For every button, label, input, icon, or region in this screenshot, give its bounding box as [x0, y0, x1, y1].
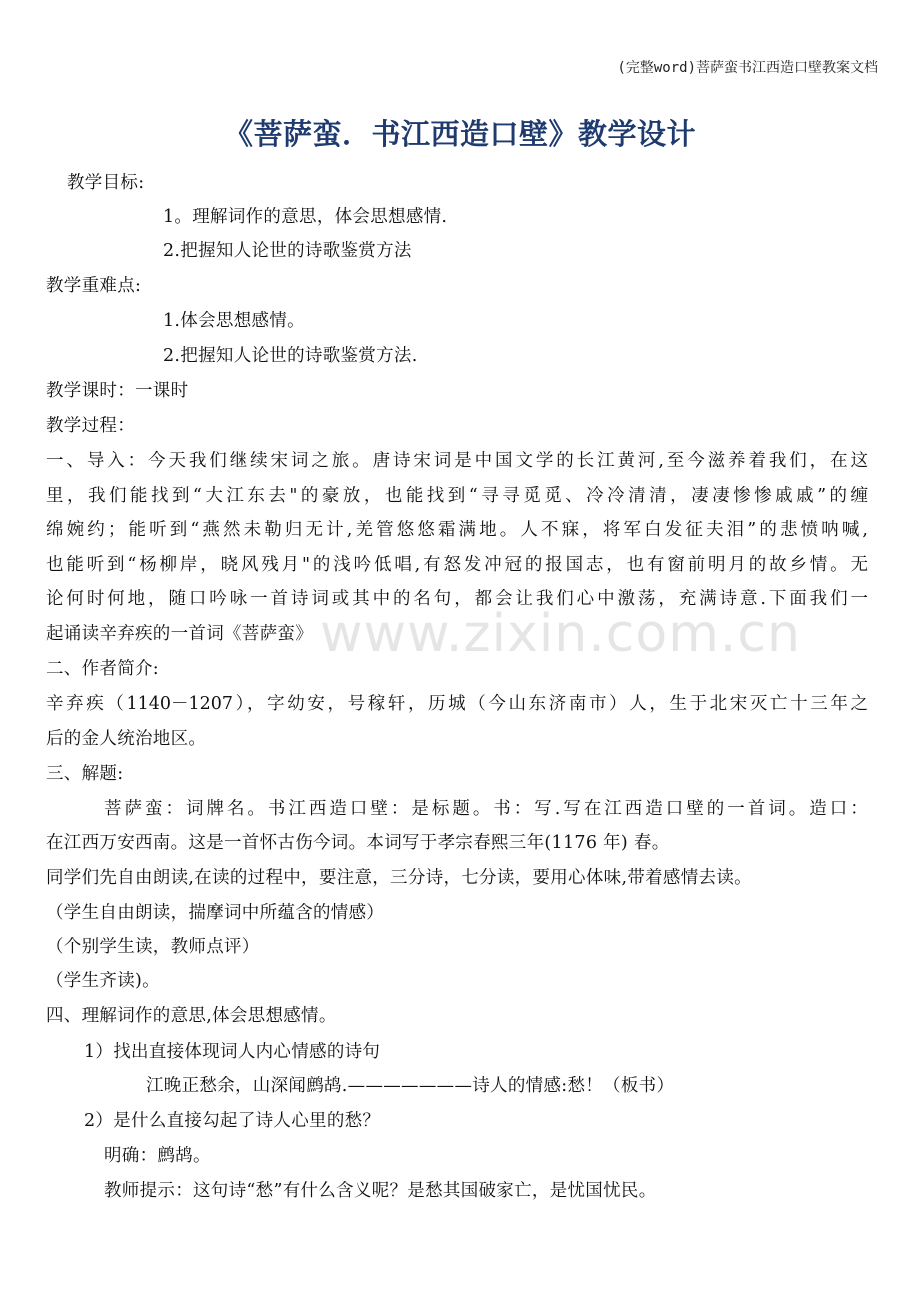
key-point-item: 1.体会思想感情。	[163, 311, 305, 331]
objective-item: 2.把握知人论世的诗歌鉴赏方法	[163, 241, 412, 261]
objective-item: 1。理解词作的意思，体会思想感情.	[163, 207, 448, 227]
watermark: www.zixin.com.cn	[320, 604, 801, 664]
lesson-hours: 教学课时：一课时	[46, 381, 189, 401]
paragraph-line: 里，我们能找到“大江东去"的豪放，也能找到“寻寻觅觅、冷冷清清，凄凄惨惨戚戚”的缠	[46, 486, 868, 506]
paragraph-line: 辛弃疾（1140－1207），字幼安，号稼轩，历城（今山东济南市）人，生于北宋灭亡十三年之	[46, 694, 868, 714]
paragraph-line: 同学们先自由朗读,在读的过程中，要注意，三分诗，七分读，要用心体味,带着感情去读。	[46, 868, 752, 888]
paragraph-line: 后的金人统治地区。	[46, 729, 207, 749]
paragraph-line: 菩萨蛮：词牌名。书江西造口壁：是标题。书：写.写在江西造口壁的一首词。造口：	[104, 799, 868, 819]
paragraph-line: 一、导入：今天我们继续宋词之旅。唐诗宋词是中国文学的长江黄河,至今滋养着我们，在这	[46, 451, 868, 471]
paragraph-line: 起诵读辛弃疾的一首词《菩萨蛮》	[46, 624, 313, 644]
paragraph-line: 论何时何地，随口吟咏一首诗词或其中的名句，都会让我们心中激荡，充满诗意.下面我们一	[46, 589, 868, 609]
section-heading-key-points: 教学重难点:	[46, 276, 142, 296]
section-heading-objectives: 教学目标:	[67, 173, 145, 193]
paragraph-line: 教师提示：这句诗“愁”有什么含义呢？是愁其国破家亡，是忧国忧民。	[104, 1181, 657, 1201]
list-item: 2）是什么直接勾起了诗人心里的愁？	[84, 1111, 381, 1131]
paragraph-line: （学生自由朗读，揣摩词中所蕴含的情感）	[46, 903, 385, 923]
section-heading-understanding: 四、理解词作的意思,体会思想感情。	[46, 1006, 337, 1026]
key-point-item: 2.把握知人论世的诗歌鉴赏方法.	[163, 346, 418, 366]
paragraph-line: 也能听到“杨柳岸，晓风残月"的浅吟低唱,有怒发冲冠的报国志，也有窗前明月的故乡情。无	[46, 555, 868, 575]
list-item: 1）找出直接体现词人内心情感的诗句	[84, 1042, 381, 1062]
paragraph-line: 江晚正愁余，山深闻鹧鸪.———————诗人的情感:愁！（板书）	[146, 1076, 675, 1096]
document-title: 《菩萨蛮．书江西造口壁》教学设计	[223, 117, 696, 151]
paragraph-line: 绵婉约；能听到“燕然未勒归无计,羌管悠悠霜满地。人不寐，将军白发征夫泪”的悲愤呐喊,	[46, 520, 868, 540]
paragraph-line: 明确：鹧鸪。	[104, 1146, 211, 1166]
paragraph-line: （个别学生读，教师点评）	[46, 937, 260, 957]
document-header-note: (完整word)菩萨蛮书江西造口壁教案文档	[617, 60, 878, 76]
paragraph-line: （学生齐读)。	[46, 971, 160, 991]
section-heading-author: 二、作者简介:	[46, 659, 159, 679]
section-heading-process: 教学过程：	[46, 416, 135, 436]
section-heading-title-analysis: 三、解题:	[46, 764, 124, 784]
paragraph-line: 在江西万安西南。这是一首怀古伤今词。本词写于孝宗春熙三年(1176 年) 春。	[46, 833, 670, 853]
